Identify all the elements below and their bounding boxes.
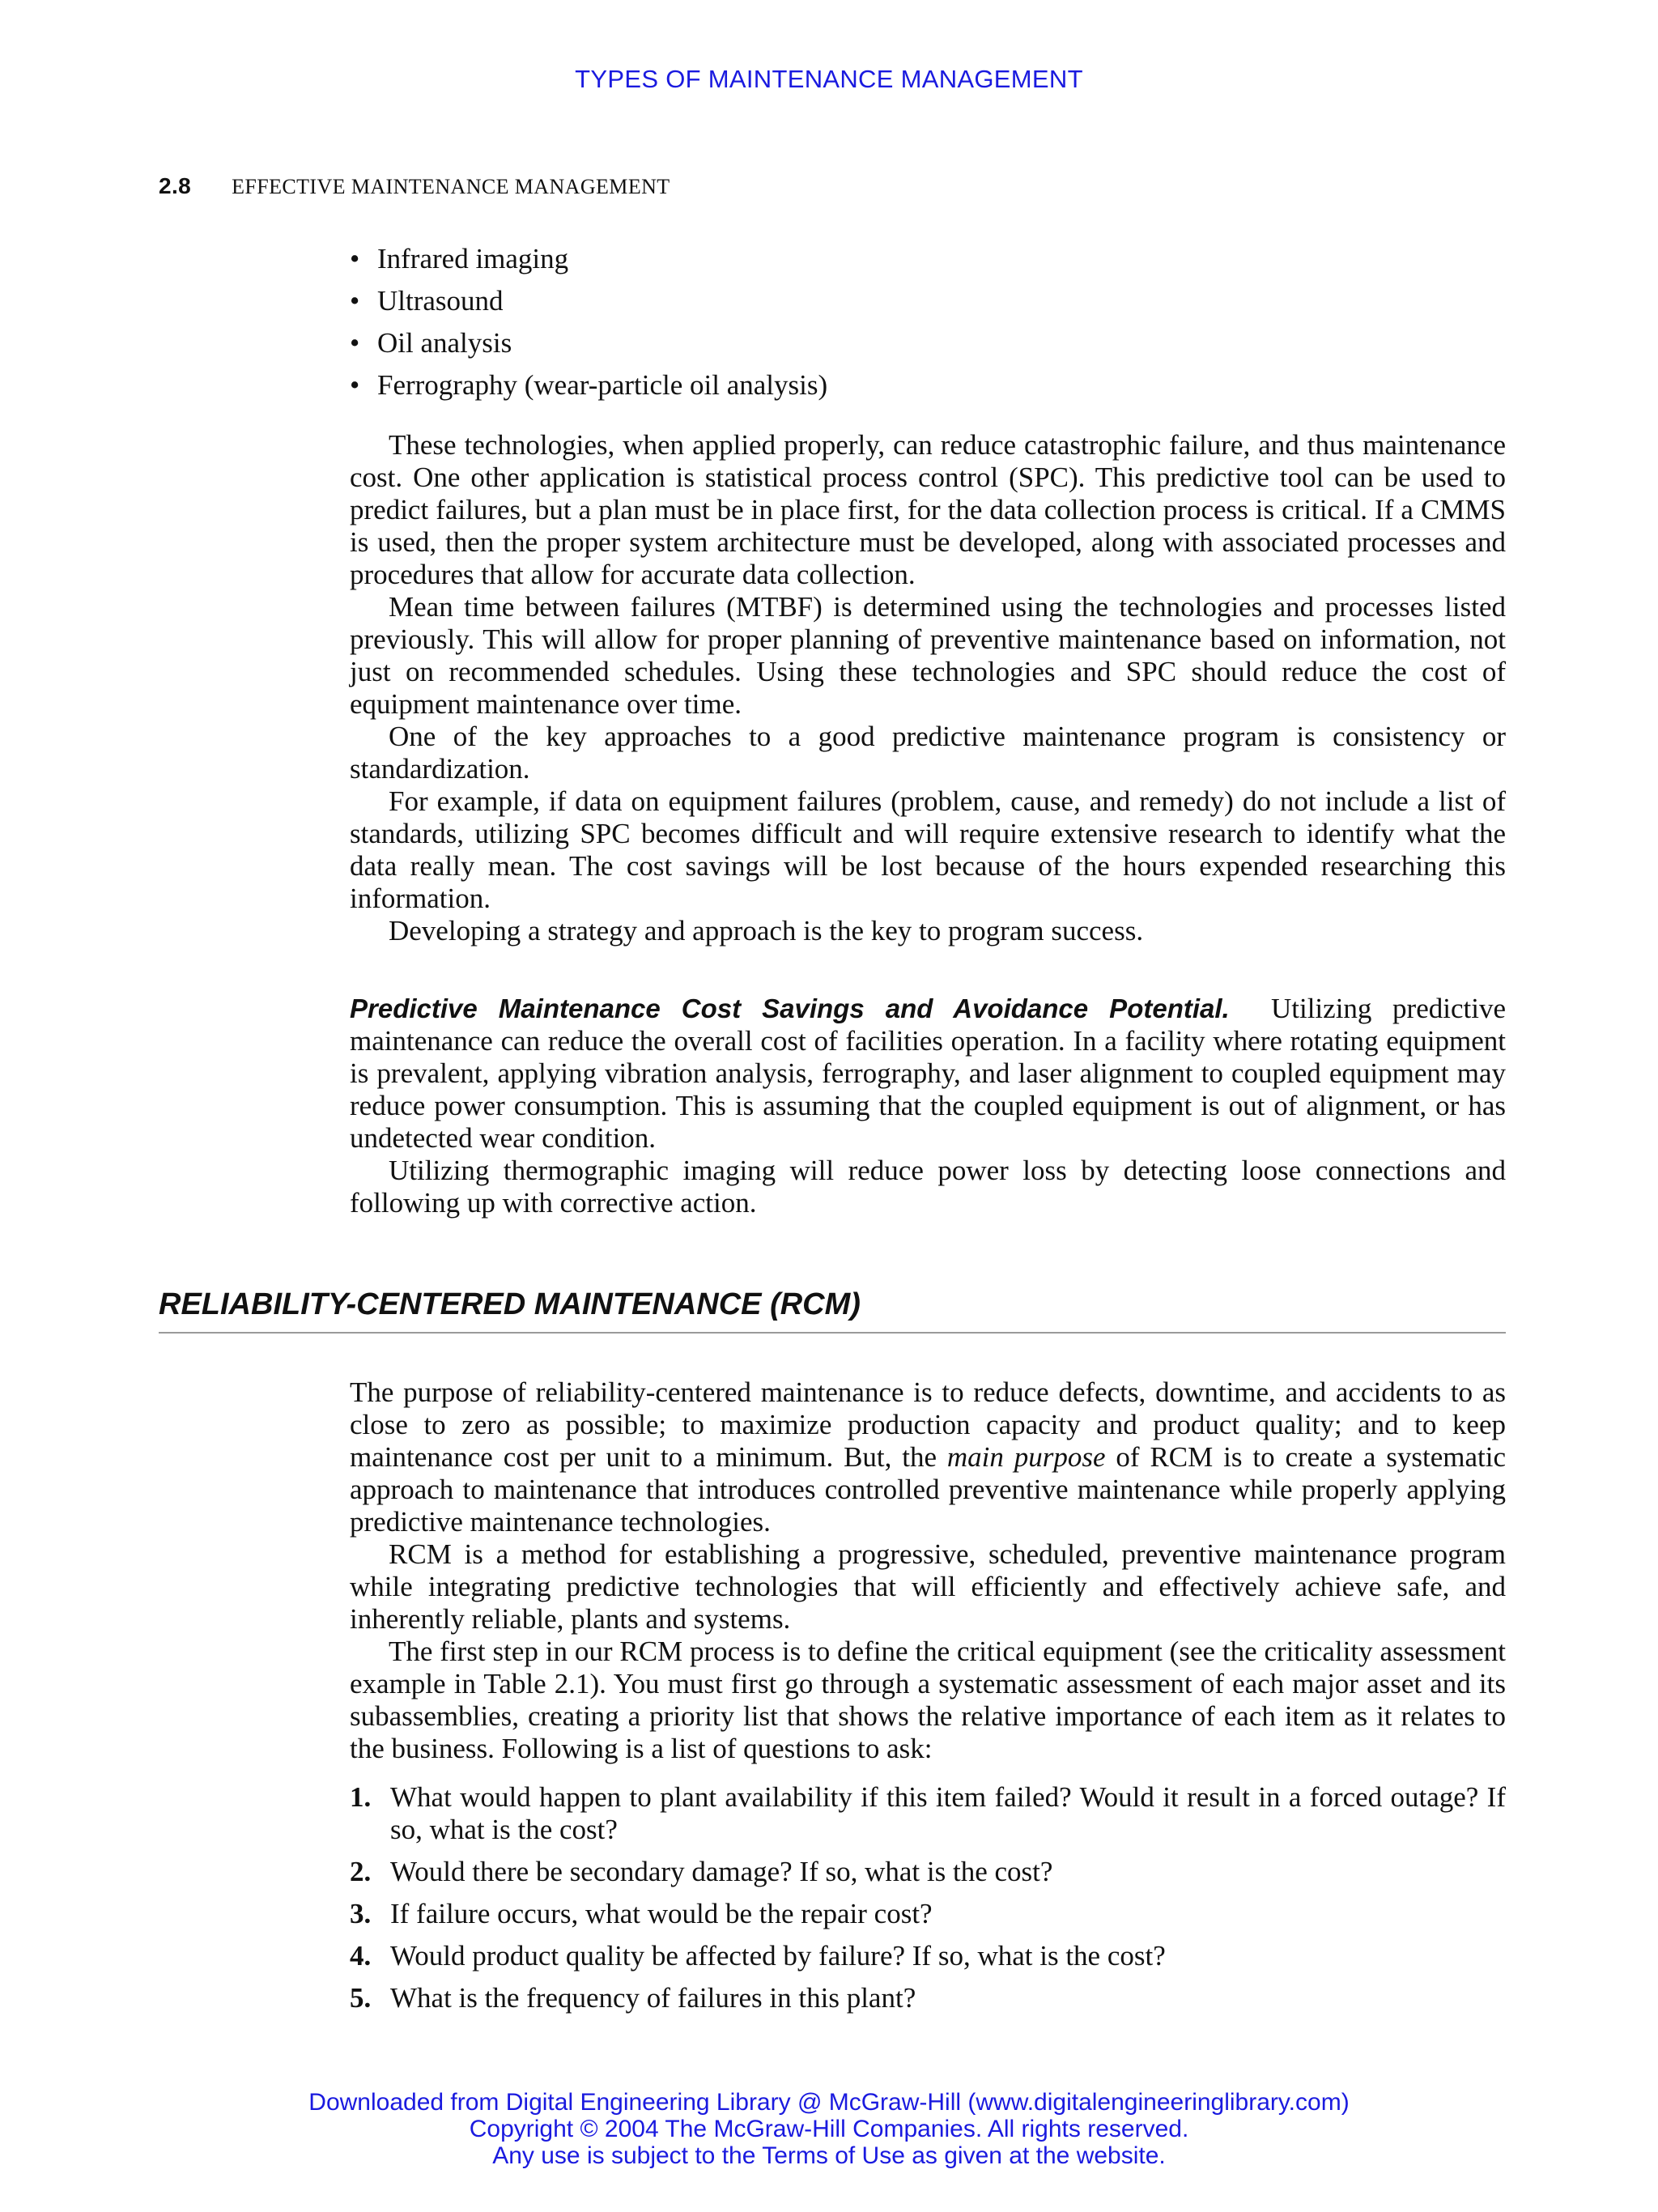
- question-list: [350, 1781, 1506, 2024]
- savings-section: [350, 993, 1506, 1219]
- list-item-text: If failure occurs, what would be the repair cost?: [390, 1898, 933, 1929]
- rcm-body: [350, 1376, 1506, 1765]
- body-paragraph: Developing a strategy and approach is the key to program success.: [389, 915, 1144, 946]
- footer-line: Any use is subject to the Terms of Use as given at the website.: [492, 2142, 1166, 2169]
- bullet-text: Infrared imaging: [377, 243, 569, 274]
- list-number: 2.: [350, 1856, 372, 1887]
- running-head: [159, 173, 670, 199]
- bullet-marker: •: [350, 327, 360, 359]
- list-item: [350, 1940, 1506, 1972]
- body-paragraph: [350, 993, 1506, 1155]
- list-number: 1.: [350, 1781, 372, 1813]
- paragraph-text: The purpose of reliability-centered maintenance is to reduce defects, downtime, and accidents to as close to zero as possible; to maximize production capacity and product quality; and to keep maintenance cost per unit to a minimum. But, the: [350, 1376, 1506, 1473]
- list-number: 4.: [350, 1940, 372, 1972]
- bullet-text: Ultrasound: [377, 285, 504, 317]
- list-item: [350, 1856, 1506, 1888]
- section-heading-rcm: RELIABILITY-CENTERED MAINTENANCE (RCM): [159, 1287, 1506, 1334]
- bullet-marker: •: [350, 285, 360, 317]
- list-item-text: What is the frequency of failures in this plant?: [390, 1982, 916, 2014]
- list-item: [350, 369, 827, 411]
- run-in-heading: Predictive Maintenance Cost Savings and Avoidance Potential.: [350, 993, 1230, 1023]
- body-paragraph: These technologies, when applied properly, can reduce catastrophic failure, and thus maintenance cost. One other application is statistical process control (SPC). This predictive tool can be used to predict failures, but a plan must be in place first, for the data collection process is critical. If a CMMS is used, then the proper system architecture must be developed, along with associated processes and procedures that allow for accurate data collection.: [350, 429, 1506, 590]
- body-paragraph: Utilizing thermographic imaging will reduce power loss by detecting loose connections and following up with corrective action.: [350, 1155, 1506, 1219]
- body-paragraph: For example, if data on equipment failures (problem, cause, and remedy) do not include a list of standards, utilizing SPC becomes difficult and will require extensive research to identify what the data really mean. The cost savings will be lost because of the hours expended researching this information.: [350, 785, 1506, 914]
- footer-line: Downloaded from Digital Engineering Library @ McGraw-Hill (www.digitalengineeringlibrary.com): [308, 2089, 1350, 2116]
- list-item: [350, 1898, 1506, 1930]
- predictive-body: [350, 429, 1506, 947]
- footer-line: Copyright © 2004 The McGraw-Hill Companies. All rights reserved.: [469, 2116, 1189, 2142]
- paragraph-text: Utilizing predictive maintenance can reduce the overall cost of facilities operation. In a facility where rotating equipment is prevalent, applying vibration analysis, ferrography, and laser alignment to coupled equipment may reduce power consumption. This is assuming that the coupled equipment is out of alignment, or has undetected wear condition.: [350, 993, 1506, 1154]
- list-item-text: Would there be secondary damage? If so, what is the cost?: [390, 1856, 1053, 1887]
- list-item: [350, 1982, 1506, 2014]
- list-item: [350, 327, 827, 369]
- running-title: EFFECTIVE MAINTENANCE MANAGEMENT: [232, 175, 670, 198]
- page-number: 2.8: [159, 173, 192, 198]
- list-number: 3.: [350, 1898, 372, 1929]
- bullet-text: Ferrography (wear-particle oil analysis): [377, 369, 828, 401]
- list-number: 5.: [350, 1982, 372, 2014]
- list-item: [350, 243, 827, 285]
- emphasis-text: main purpose: [946, 1441, 1106, 1473]
- body-paragraph: One of the key approaches to a good predictive maintenance program is consistency or standardization.: [350, 721, 1506, 785]
- body-paragraph: The first step in our RCM process is to define the critical equipment (see the criticality assessment example in Table 2.1). You must first go through a systematic assessment of each major asset and its subassemblies, creating a priority list that shows the relative importance of each item as it relates to the business. Following is a list of questions to ask:: [350, 1636, 1506, 1764]
- body-paragraph: RCM is a method for establishing a progressive, scheduled, preventive maintenance program while integrating predictive technologies that will efficiently and effectively achieve safe, and inherently reliable, plants and systems.: [350, 1538, 1506, 1635]
- bullet-marker: •: [350, 369, 360, 401]
- copyright-footer: [0, 2089, 1658, 2169]
- body-paragraph: [350, 1376, 1506, 1538]
- bullet-marker: •: [350, 243, 360, 274]
- page-top-title: TYPES OF MAINTENANCE MANAGEMENT: [575, 65, 1083, 93]
- list-item-text: What would happen to plant availability if this item failed? Would it result in a forced outage? If so, what is the cost?: [390, 1781, 1506, 1845]
- list-item-text: Would product quality be affected by failure? If so, what is the cost?: [390, 1940, 1166, 1972]
- bullet-text: Oil analysis: [377, 327, 512, 359]
- list-item: [350, 285, 827, 327]
- list-item: [350, 1781, 1506, 1846]
- technology-bullet-list: [350, 243, 827, 411]
- paragraph-text: of RCM is to create a systematic approach to maintenance that introduces controlled preventive maintenance while properly applying predictive maintenance technologies.: [350, 1441, 1506, 1538]
- body-paragraph: Mean time between failures (MTBF) is determined using the technologies and processes listed previously. This will allow for proper planning of preventive maintenance based on information, not just on recommended schedules. Using these technologies and SPC should reduce the cost of equipment maintenance over time.: [350, 591, 1506, 720]
